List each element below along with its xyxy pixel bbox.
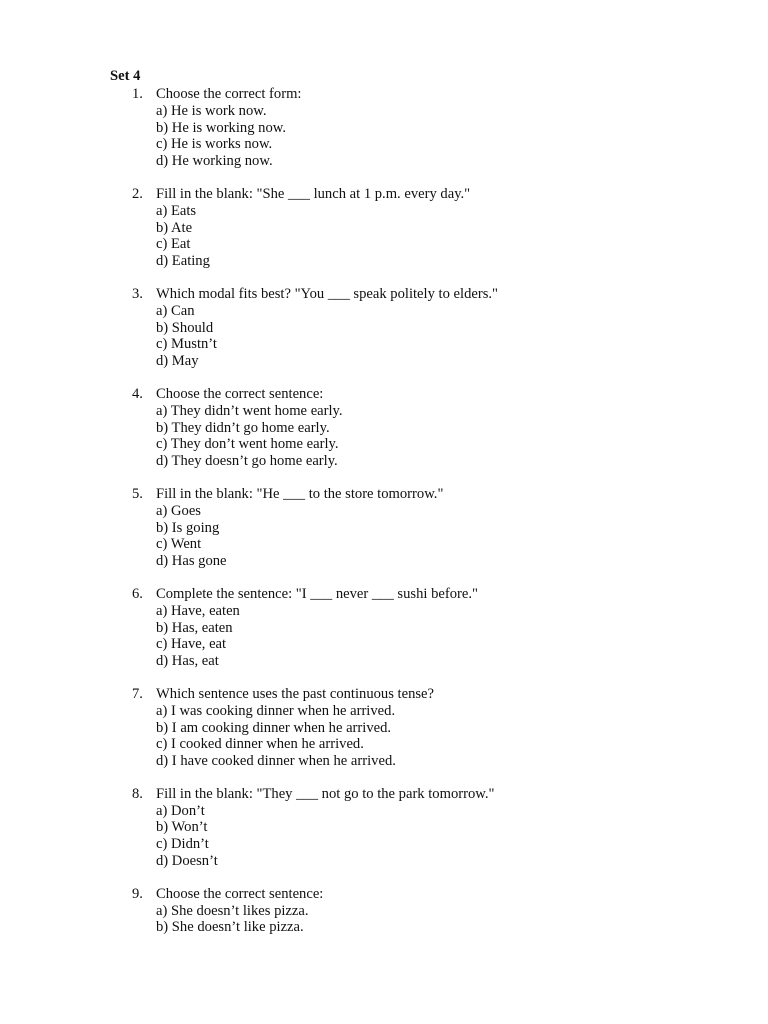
answer-option: b) Ate <box>156 219 193 236</box>
question-text: Choose the correct sentence: <box>156 385 324 402</box>
answer-option: c) I cooked dinner when he arrived. <box>156 736 364 753</box>
answer-option: d) Doesn’t <box>156 853 218 870</box>
question-text: Fill in the blank: "She ___ lunch at 1 p.m. every day." <box>156 185 471 202</box>
question-text: Fill in the blank: "They ___ not go to the park tomorrow." <box>156 785 495 802</box>
answer-option: d) I have cooked dinner when he arrived. <box>156 753 396 770</box>
answer-option: d) Eating <box>156 253 210 270</box>
question-text: Complete the sentence: "I ___ never ___ sushi before." <box>156 585 478 602</box>
answer-option: a) She doesn’t likes pizza. <box>156 902 309 919</box>
answer-option: b) She doesn’t like pizza. <box>156 919 304 936</box>
answer-option: a) Don’t <box>156 802 205 819</box>
answer-option: c) He is works now. <box>156 136 273 153</box>
answer-option: c) Have, eat <box>156 636 227 653</box>
answer-option: c) Mustn’t <box>156 336 217 353</box>
question-2 <box>110 186 730 270</box>
question-4 <box>110 386 730 470</box>
answer-option: d) Has, eat <box>156 653 219 670</box>
question-3 <box>110 286 730 370</box>
question-7 <box>110 686 730 770</box>
answer-option: a) They didn’t went home early. <box>156 402 343 419</box>
answer-option: a) Can <box>156 302 195 319</box>
question-text: Fill in the blank: "He ___ to the store tomorrow." <box>156 485 444 502</box>
question-5 <box>110 486 730 570</box>
answer-option: b) They didn’t go home early. <box>156 419 330 436</box>
answer-option: a) He is work now. <box>156 102 267 119</box>
answer-option: c) They don’t went home early. <box>156 436 339 453</box>
answer-option: b) I am cooking dinner when he arrived. <box>156 719 392 736</box>
question-number: 1. <box>132 86 143 102</box>
question-text: Which modal fits best? "You ___ speak politely to elders." <box>156 285 498 302</box>
question-9 <box>110 886 730 936</box>
answer-option: b) Is going <box>156 519 220 536</box>
question-text: Choose the correct sentence: <box>156 885 324 902</box>
question-number: 9. <box>132 885 143 902</box>
answer-option: a) Goes <box>156 502 201 519</box>
question-number: 6. <box>132 585 143 602</box>
answer-option: d) He working now. <box>156 153 273 170</box>
answer-option: a) Eats <box>156 202 197 219</box>
worksheet-page <box>110 67 730 952</box>
answer-option: d) They doesn’t go home early. <box>156 453 338 470</box>
answer-option: a) I was cooking dinner when he arrived. <box>156 702 396 719</box>
question-number: 7. <box>132 685 143 702</box>
question-number: 4. <box>132 385 143 402</box>
question-number: 8. <box>132 785 143 802</box>
question-8 <box>110 786 730 870</box>
set-title: Set 4 <box>110 68 141 84</box>
answer-option: a) Have, eaten <box>156 602 240 619</box>
answer-option: b) Should <box>156 319 214 336</box>
answer-option: c) Eat <box>156 236 191 253</box>
question-number: 2. <box>132 185 143 202</box>
question-text: Which sentence uses the past continuous tense? <box>156 685 435 702</box>
question-6 <box>110 586 730 670</box>
answer-option: c) Didn’t <box>156 836 209 853</box>
answer-option: c) Went <box>156 536 202 553</box>
question-number: 3. <box>132 285 143 302</box>
question-number: 5. <box>132 485 143 502</box>
question-text: Choose the correct form: <box>156 86 302 102</box>
question-1 <box>110 86 730 170</box>
answer-option: b) Won’t <box>156 819 208 836</box>
answer-option: d) May <box>156 353 199 370</box>
answer-option: d) Has gone <box>156 553 227 570</box>
answer-option: b) Has, eaten <box>156 619 233 636</box>
answer-option: b) He is working now. <box>156 119 286 136</box>
